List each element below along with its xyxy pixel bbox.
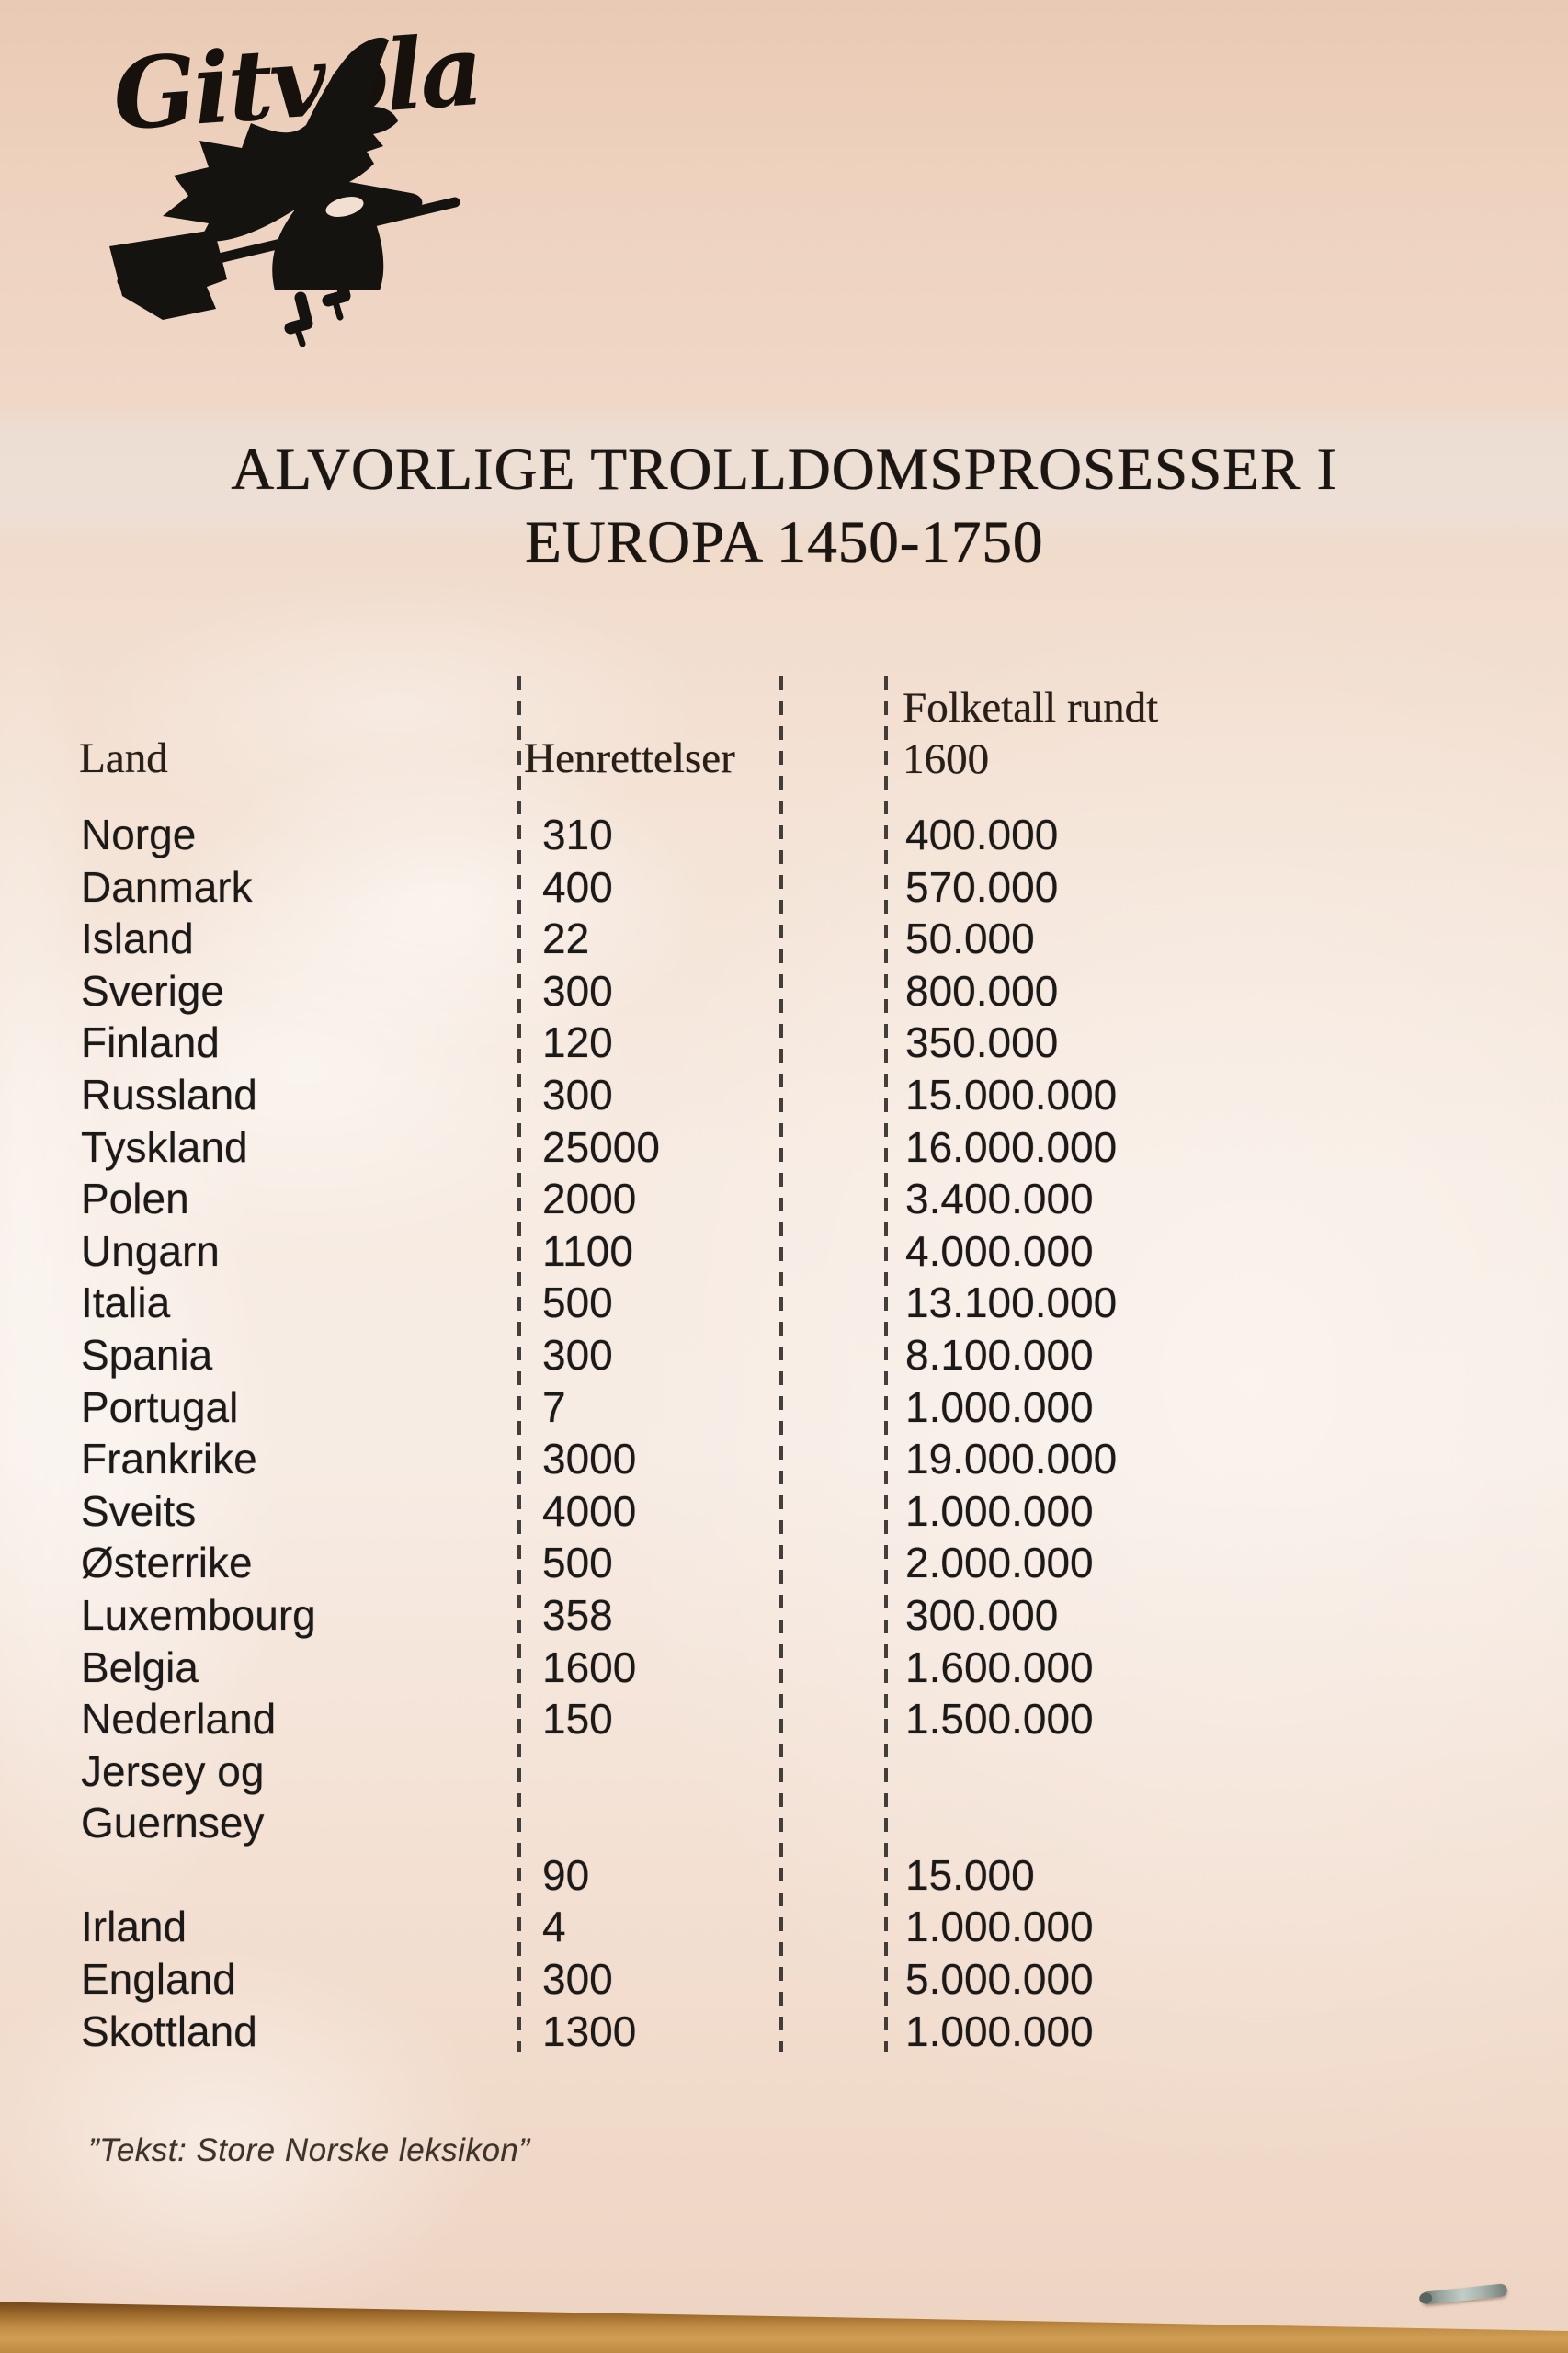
table-row	[0, 965, 1568, 1017]
executions-cell: 310	[542, 811, 613, 858]
population-cell: 5.000.000	[905, 1955, 1094, 2004]
table-row	[0, 1797, 1568, 1849]
table-row	[0, 1901, 1568, 1953]
country-cell: Jersey og	[81, 1746, 265, 1795]
gitvola-logo	[69, 11, 501, 347]
population-cell: 350.000	[905, 1018, 1059, 1067]
table-row	[0, 861, 1568, 914]
table-body	[0, 809, 1568, 2057]
table-row	[0, 913, 1568, 965]
population-cell: 50.000	[905, 915, 1035, 963]
country-cell: Spania	[81, 1330, 213, 1379]
column-header-folketall-line1: Folketall rundt	[903, 684, 1159, 732]
population-cell: 13.100.000	[905, 1279, 1118, 1327]
country-cell: Portugal	[81, 1382, 239, 1431]
executions-cell: 150	[542, 1695, 613, 1744]
executions-cell: 1300	[542, 2006, 637, 2055]
table-row	[0, 1745, 1568, 1798]
population-cell: 2.000.000	[905, 1539, 1094, 1587]
table-row	[0, 1589, 1568, 1642]
country-cell: Finland	[81, 1018, 220, 1067]
country-cell: Nederland	[81, 1695, 277, 1744]
source-credit: ”Tekst: Store Norske leksikon”	[88, 2132, 530, 2168]
country-cell: Belgia	[81, 1643, 199, 1691]
table-row	[0, 1642, 1568, 1694]
population-cell: 15.000.000	[905, 1070, 1118, 1119]
country-cell: Russland	[81, 1070, 257, 1119]
table-row	[0, 1485, 1568, 1538]
executions-cell: 500	[542, 1539, 613, 1587]
country-cell: Norge	[81, 811, 197, 858]
population-cell: 1.500.000	[905, 1695, 1094, 1744]
table-row	[0, 1121, 1568, 1174]
poster-title-line1: ALVORLIGE TROLLDOMSPROSESSER I	[231, 437, 1337, 503]
population-cell: 19.000.000	[905, 1435, 1118, 1483]
table-row	[0, 1069, 1568, 1121]
table-row	[0, 1849, 1568, 1902]
population-cell: 570.000	[905, 862, 1059, 911]
population-cell: 16.000.000	[905, 1122, 1118, 1171]
table-row	[0, 1693, 1568, 1745]
executions-cell: 120	[542, 1018, 613, 1067]
country-cell: Danmark	[81, 862, 253, 911]
logo-text: Gitvola	[108, 11, 484, 153]
poster-title-line2: EUROPA 1450-1750	[524, 509, 1044, 575]
country-cell: Ungarn	[81, 1226, 220, 1275]
executions-cell: 22	[542, 915, 590, 963]
executions-cell: 300	[542, 966, 613, 1015]
executions-cell: 358	[542, 1590, 613, 1639]
executions-cell: 3000	[542, 1435, 637, 1483]
executions-cell: 90	[542, 1850, 590, 1899]
table-row	[0, 1173, 1568, 1225]
table-row	[0, 1017, 1568, 1069]
population-cell: 800.000	[905, 966, 1059, 1015]
population-cell: 1.000.000	[905, 1903, 1094, 1951]
executions-cell: 2000	[542, 1175, 637, 1223]
table-row	[0, 2006, 1568, 2058]
poster-title	[0, 434, 1568, 579]
table-row	[0, 1953, 1568, 2006]
population-cell: 1.600.000	[905, 1643, 1094, 1691]
executions-cell: 4000	[542, 1486, 637, 1535]
country-cell: Frankrike	[81, 1435, 257, 1483]
country-cell: Skottland	[81, 2006, 257, 2055]
population-cell: 300.000	[905, 1590, 1059, 1639]
executions-cell: 300	[542, 1955, 613, 2004]
country-cell: Tyskland	[81, 1122, 248, 1171]
country-cell: Island	[81, 915, 194, 963]
country-cell: Sveits	[81, 1486, 197, 1535]
executions-cell: 400	[542, 862, 613, 911]
executions-cell: 7	[542, 1382, 566, 1431]
country-cell: Sverige	[81, 966, 224, 1015]
table-row	[0, 1225, 1568, 1278]
country-cell: Østerrike	[81, 1539, 253, 1587]
population-cell: 1.000.000	[905, 2006, 1094, 2055]
executions-cell: 25000	[542, 1122, 660, 1171]
executions-cell: 300	[542, 1070, 613, 1119]
population-cell: 4.000.000	[905, 1226, 1094, 1275]
column-header-land: Land	[79, 734, 168, 782]
country-cell: Guernsey	[81, 1799, 265, 1847]
population-cell: 400.000	[905, 811, 1059, 858]
table-row	[0, 1277, 1568, 1329]
table-row	[0, 1381, 1568, 1434]
executions-cell: 4	[542, 1903, 566, 1951]
column-header-henrettelser: Henrettelser	[524, 734, 735, 782]
country-cell: Italia	[81, 1279, 171, 1327]
executions-cell: 500	[542, 1279, 613, 1327]
population-cell: 8.100.000	[905, 1330, 1094, 1379]
executions-cell: 1100	[542, 1226, 633, 1275]
country-cell: Luxembourg	[81, 1590, 316, 1639]
country-cell: Irland	[81, 1903, 187, 1951]
table-row	[0, 1329, 1568, 1381]
country-cell: England	[81, 1955, 236, 2004]
table-row	[0, 809, 1568, 861]
population-cell: 1.000.000	[905, 1486, 1094, 1535]
population-cell: 1.000.000	[905, 1382, 1094, 1431]
table-row	[0, 1433, 1568, 1485]
country-cell: Polen	[81, 1175, 189, 1223]
executions-cell: 1600	[542, 1643, 637, 1691]
executions-cell: 300	[542, 1330, 613, 1379]
population-cell: 3.400.000	[905, 1175, 1094, 1223]
table-row	[0, 1537, 1568, 1589]
population-cell: 15.000	[905, 1850, 1035, 1899]
column-header-folketall-line2: 1600	[903, 735, 989, 783]
